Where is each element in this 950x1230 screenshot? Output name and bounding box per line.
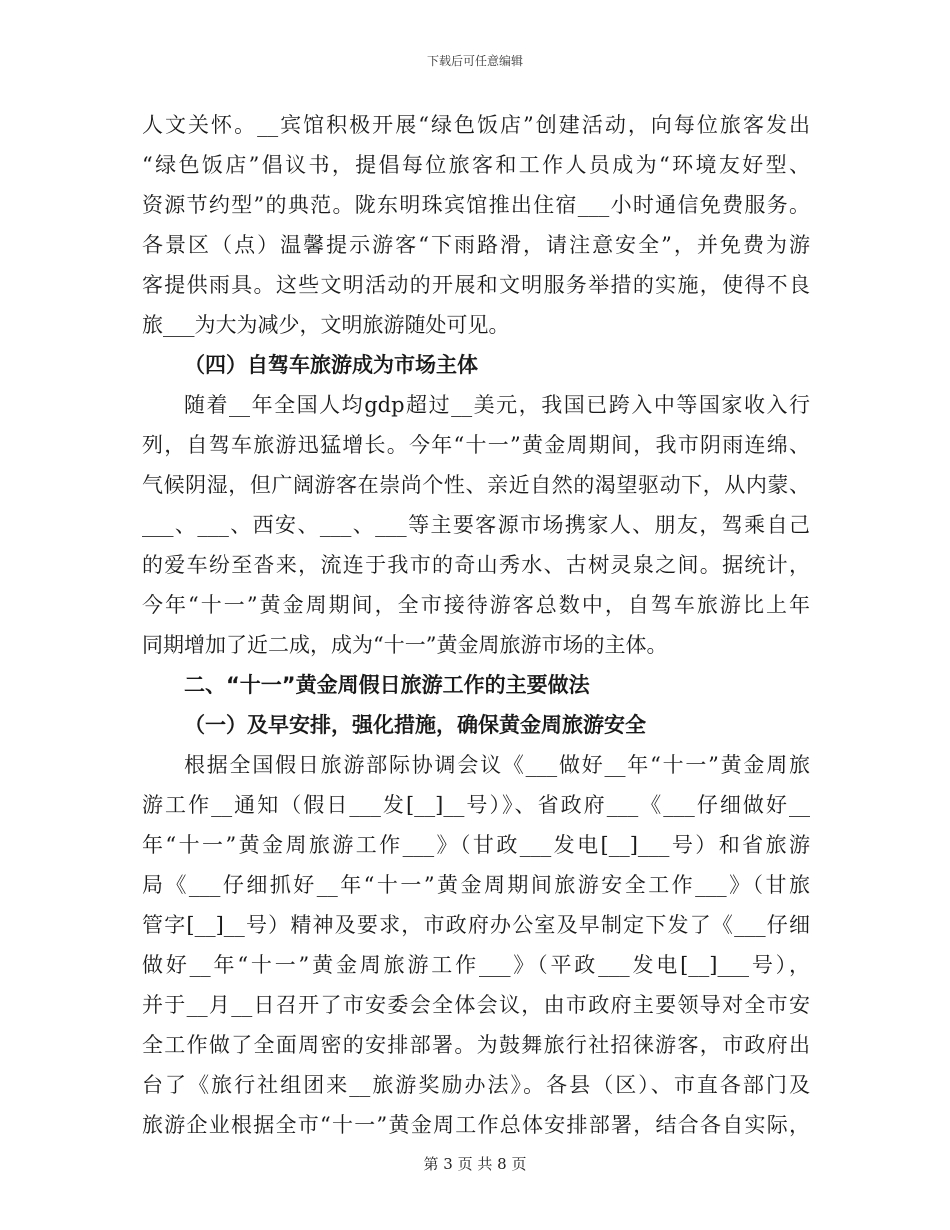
text-line: 做好__年“十一”黄金周旅游工作___》（平政___发电[__]___号）， xyxy=(142,953,810,977)
text-line: 年“十一”黄金周旅游工作___》（甘政___发电[__]___号）和省旅游 xyxy=(142,833,810,857)
text-line: 同期增加了近二成，成为“十一”黄金周旅游市场的主体。 xyxy=(142,633,668,657)
text-line: ___、___、西安、___、___等主要客源市场携家人、朋友，驾乘自己 xyxy=(142,513,810,537)
text-line: 人文关怀。__宾馆积极开展“绿色饭店”创建活动，向每位旅客发出 xyxy=(142,113,810,137)
text-line: “绿色饭店”倡议书，提倡每位旅客和工作人员成为“环境友好型、 xyxy=(142,153,810,177)
text-line: 今年“十一”黄金周期间，全市接待游客总数中，自驾车旅游比上年 xyxy=(142,593,810,617)
text-line: 局《___仔细抓好__年“十一”黄金周期间旅游安全工作___》（甘旅 xyxy=(142,873,810,897)
text-line: 根据全国假日旅游部际协调会议《___做好__年“十一”黄金周旅 xyxy=(184,753,810,777)
section-heading: （四）自驾车旅游成为市场主体 xyxy=(184,353,478,377)
page-footer: 第 3 页 共 8 页 xyxy=(423,1155,527,1173)
section-heading: 二、“十一”黄金周假日旅游工作的主要做法 xyxy=(184,673,590,697)
text-line: 各景区（点）温馨提示游客“下雨路滑，请注意安全”，并免费为游 xyxy=(142,233,810,257)
text-line: 游工作__通知（假日___发[__]__号）》、省政府___《___仔细做好__ xyxy=(142,793,810,817)
text-line: 管字[__]__号）精神及要求，市政府办公室及早制定下发了《___仔细 xyxy=(142,913,810,937)
text-line: 全工作做了全面周密的安排部署。为鼓舞旅行社招徕游客，市政府出 xyxy=(142,1033,810,1057)
text-line: 并于__月__日召开了市安委会全体会议，由市政府主要领导对全市安 xyxy=(142,993,810,1017)
text-line: 的爱车纷至沓来，流连于我市的奇山秀水、古树灵泉之间。据统计， xyxy=(142,553,810,577)
text-line: 资源节约型”的典范。陇东明珠宾馆推出住宿___小时通信免费服务。 xyxy=(142,193,810,217)
section-heading: （一）及早安排，强化措施，确保黄金周旅游安全 xyxy=(184,713,646,737)
text-line: 列，自驾车旅游迅猛增长。今年“十一”黄金周期间，我市阴雨连绵、 xyxy=(142,433,810,457)
text-line: 气候阴湿，但广阔游客在崇尚个性、亲近自然的渴望驱动下，从内蒙、 xyxy=(142,473,810,497)
text-line: 旅___为大为减少，文明旅游随处可见。 xyxy=(142,313,510,337)
text-line: 随着__年全国人均gdp超过__美元，我国已跨入中等国家收入行 xyxy=(184,393,810,417)
document-body xyxy=(142,105,810,1145)
text-line: 客提供雨具。这些文明活动的开展和文明服务举措的实施，使得不良 xyxy=(142,273,810,297)
text-line: 台了《旅行社组团来__旅游奖励办法》。各县（区）、市直各部门及 xyxy=(142,1073,810,1097)
page-header: 下载后可任意编辑 xyxy=(426,54,523,68)
text-line: 旅游企业根据全市“十一”黄金周工作总体安排部署，结合各自实际， xyxy=(142,1113,810,1137)
